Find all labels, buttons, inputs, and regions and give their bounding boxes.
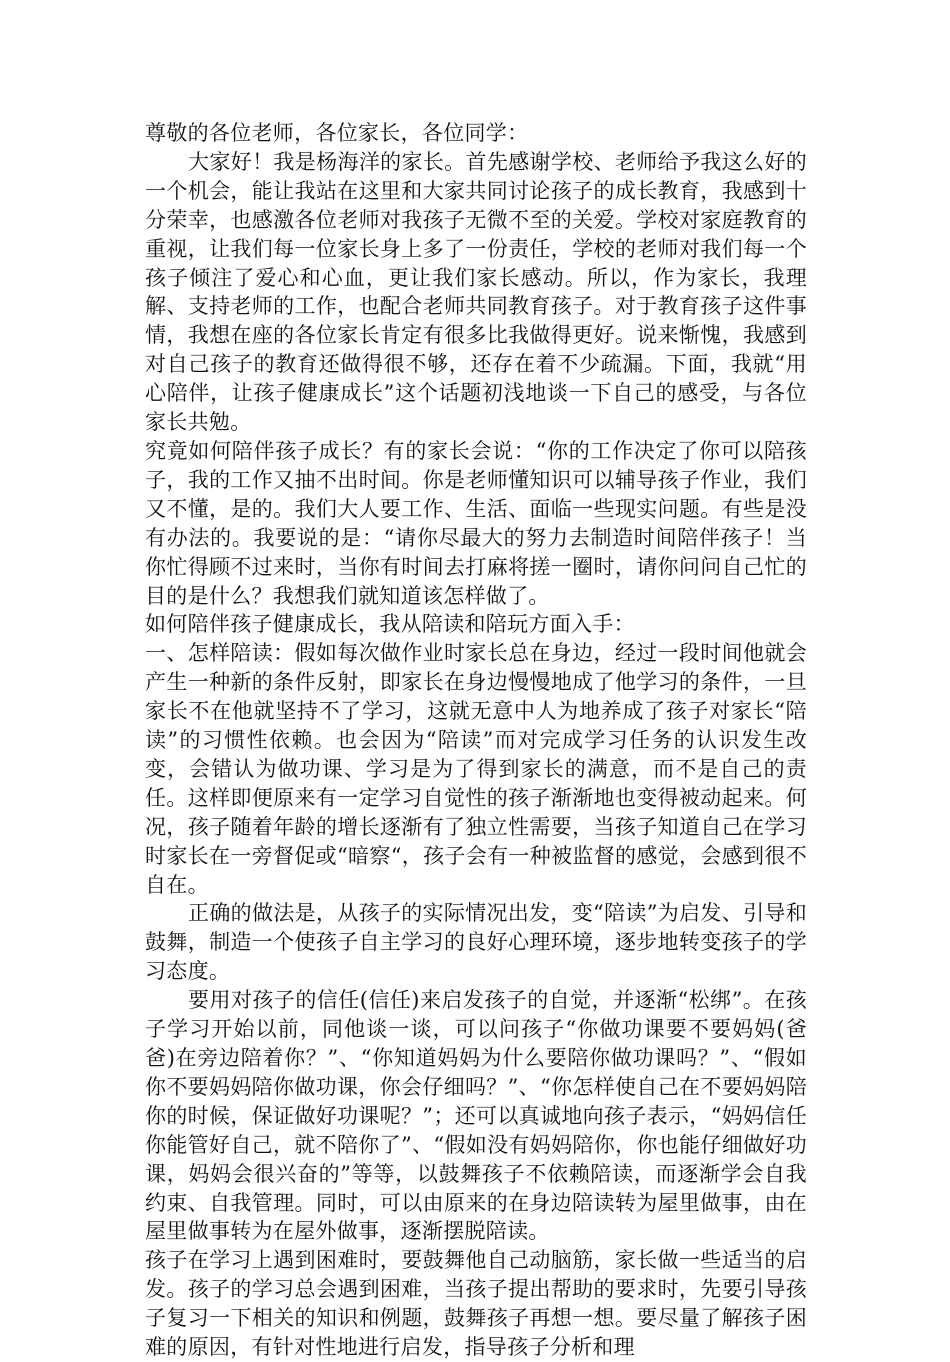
document-body <box>145 119 807 1362</box>
paragraph-correct-method: 正确的做法是，从孩子的实际情况出发，变“陪读”为启发、引导和鼓舞，制造一个使孩子自主学习的良好心理环境，逐步地转变孩子的学习态度。 <box>145 901 807 984</box>
paragraph-approach: 如何陪伴孩子健康成长，我从陪读和陪玩方面入手： <box>145 612 635 637</box>
paragraph-greeting: 大家好！我是杨海洋的家长。首先感谢学校、老师给予我这么好的一个机会，能让我站在这里和大家共同讨论孩子的成长教育，我感到十分荣幸，也感激各位老师对我孩子无微不至的关爱。学校对家庭教育的重视，让我们每一位家长身上多了一份责任，学校的老师对我们每一个孩子倾注了爱心和心血，更让我们家长感动。所以，作为家长，我理解、支持老师的工作，也配合老师共同教育孩子。对于教育孩子这件事情，我想在座的各位家长肯定有很多比我做得更好。说来惭愧，我感到对自己孩子的教育还做得很不够，还存在着不少疏漏。下面，我就“用心陪伴，让孩子健康成长”这个话题初浅地谈一下自己的感受，与各位家长共勉。 <box>145 149 807 435</box>
paragraph-difficulties: 孩子在学习上遇到困难时，要鼓舞他自己动脑筋，家长做一些适当的启发。孩子的学习总会遇到困难，当孩子提出帮助的要求时，先要引导孩子复习一下相关的知识和例题，鼓舞孩子再想一想。要尽量了解孩子困难的原因，有针对性地进行启发，指导孩子分析和理 <box>145 1248 807 1360</box>
paragraph-section-one: 一、怎样陪读：假如每次做作业时家长总在身边，经过一段时间他就会产生一种新的条件反射，即家长在身边慢慢地成了他学习的条件，一旦家长不在他就坚持不了学习，这就无意中人为地养成了孩子对家长“陪读”的习惯性依赖。也会因为“陪读”而对完成学习任务的认识发生改变，会错认为做功课、学习是为了得到家长的满意，而不是自己的责任。这样即便原来有一定学习自觉性的孩子渐渐地也变得被动起来。何况，孩子随着年龄的增长逐渐有了独立性需要，当孩子知道自己在学习时家长在一旁督促或“暗察“，孩子会有一种被监督的感觉，会感到很不自在。 <box>145 641 807 897</box>
salutation: 尊敬的各位老师，各位家长，各位同学： <box>145 121 529 145</box>
paragraph-how-to-accompany: 究竟如何陪伴孩子成长？有的家长会说：“你的工作决定了你可以陪孩子，我的工作又抽不出时间。你是老师懂知识可以辅导孩子作业，我们又不懂，是的。我们大人要工作、生活、面临一些现实问题。有些是没有办法的。我要说的是：“请你尽最大的努力去制造时间陪伴孩子！当你忙得顾不过来时，当你有时间去打麻将搓一圈时，请你问问自己忙的目的是什么？我想我们就知道该怎样做了。 <box>145 438 807 608</box>
paragraph-trust: 要用对孩子的信任(信任)来启发孩子的自觉，并逐渐“松绑”。在孩子学习开始以前，同他谈一谈，可以问孩子“你做功课要不要妈妈(爸爸)在旁边陪着你？”、“你知道妈妈为什么要陪你做功课吗？”、“假如你不要妈妈陪你做功课，你会仔细吗？”、“你怎样使自己在不要妈妈陪你的时候，保证做好功课呢？”；还可以真诚地向孩子表示，“妈妈信任你能管好自己，就不陪你了”、“假如没有妈妈陪你，你也能仔细做好功课，妈妈会很兴奋的”等等，以鼓舞孩子不依赖陪读，而逐渐学会自我约束、自我管理。同时，可以由原来的在身边陪读转为屋里做事，由在屋里做事转为在屋外做事，逐渐摆脱陪读。 <box>145 988 807 1244</box>
